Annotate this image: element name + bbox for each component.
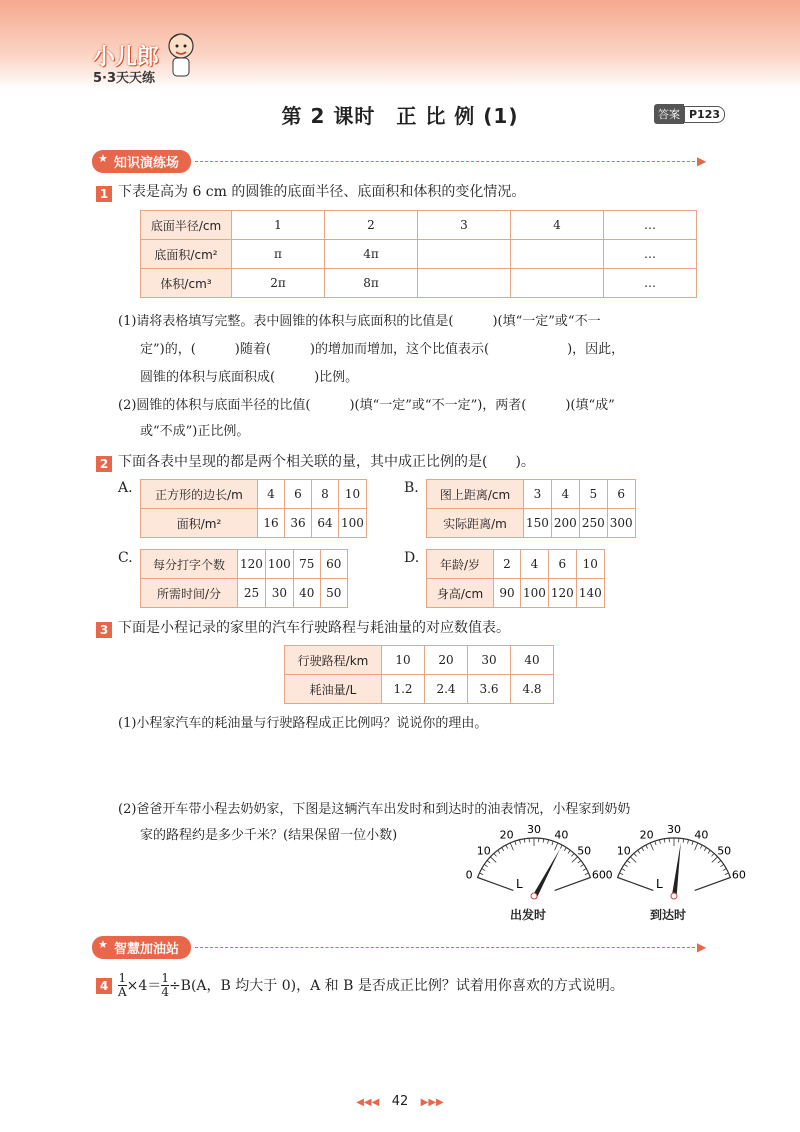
table-cell: 36: [285, 509, 312, 538]
gauge-tick: [548, 840, 549, 844]
option-a-letter[interactable]: A.: [118, 480, 133, 496]
gauge-tick: [578, 861, 581, 863]
next-arrows-icon: ▶▶▶: [420, 1097, 444, 1108]
table-cell: 10: [339, 480, 367, 509]
table-cell: 4: [511, 211, 604, 240]
gauge-tick-label: 60: [591, 868, 606, 882]
gauge-tick: [552, 841, 553, 845]
answer-page: P123: [684, 106, 725, 123]
table-cell: 60: [320, 550, 347, 579]
row-label: 身高/cm: [427, 579, 494, 608]
gauge-tick: [659, 840, 660, 844]
page-title: 第 2 课时 正 比 例 (1): [281, 104, 519, 128]
gauge-tick: [695, 843, 698, 850]
table-row: [141, 240, 697, 269]
table-cell: 5: [579, 480, 607, 509]
row-label: 耗油量/L: [285, 675, 382, 704]
table-row: [141, 269, 697, 298]
gauge-tick: [490, 857, 496, 862]
gauge-tick: [627, 861, 630, 863]
gauge-tick-label: 40: [554, 828, 569, 842]
table-cell[interactable]: [418, 269, 511, 298]
divider: [195, 161, 695, 162]
fraction-denominator: 4: [161, 985, 169, 999]
fraction-1-over-a: [118, 972, 127, 999]
gauge-tick: [634, 853, 637, 856]
table-cell: 64: [312, 509, 339, 538]
gauge-tick: [683, 839, 684, 843]
gauge-tick: [571, 853, 574, 856]
table-cell: 75: [293, 550, 320, 579]
table-cell: 25: [238, 579, 266, 608]
q1-part1-line1: (1)请将表格填写完整。表中圆锥的体积与底面积的比值是( )(填“一定”或“不一: [118, 314, 601, 329]
gauge-tick: [650, 843, 653, 850]
table-cell: 4: [258, 480, 285, 509]
option-b-letter[interactable]: B.: [404, 480, 419, 496]
arrow-right-icon: ▶: [697, 940, 707, 954]
table-cell: …: [604, 211, 697, 240]
table-cell: 300: [607, 509, 635, 538]
brand-subtitle: 5·3天天练: [93, 71, 156, 86]
table-cell: 100: [521, 579, 549, 608]
table-cell: 150: [524, 509, 552, 538]
section-title: ★ 智慧加油站: [92, 936, 191, 959]
gauge-tick: [484, 864, 487, 866]
row-label: 行驶路程/km: [285, 646, 382, 675]
gauge-tick: [624, 864, 627, 866]
gauge-tick: [524, 839, 525, 843]
gauge-tick: [555, 843, 558, 850]
gauge-tick: [664, 839, 665, 843]
q1-part1-line2: 定”)的，( )随着( )的增加而增加，这个比值表示( )，因此，: [140, 342, 625, 357]
table-cell: 10: [576, 550, 604, 579]
table-cell: 4: [521, 550, 549, 579]
gauge-tick: [583, 877, 591, 880]
option-b-table: [426, 479, 636, 538]
gauge-tick: [704, 847, 706, 850]
table-cell: 40: [293, 579, 320, 608]
gauge-tick-label: 20: [499, 828, 514, 842]
fraction-1-over-4: [161, 972, 169, 999]
gauge-tick-label: 0: [605, 868, 613, 882]
table-cell: 20: [425, 646, 468, 675]
gauge-unit-label: L: [656, 877, 663, 891]
table-row: [285, 646, 554, 675]
divider: [195, 947, 695, 948]
fraction-numerator: 1: [161, 971, 169, 985]
row-label: 年龄/岁: [427, 550, 494, 579]
gauge-tick: [723, 869, 726, 871]
table-cell: 100: [265, 550, 293, 579]
option-a-table: [140, 479, 367, 538]
question-text: ÷B(A，B 均大于 0)，A 和 B 是否成正比例？试着用你喜欢的方式说明。: [168, 977, 624, 994]
gauge-tick: [622, 869, 625, 871]
table-cell: 4.8: [511, 675, 554, 704]
answer-label: 答案: [654, 104, 684, 124]
gauge-tick: [494, 853, 497, 856]
row-label: 实际距离/m: [427, 509, 524, 538]
table-cell: 40: [511, 646, 554, 675]
gauge-tick: [519, 840, 520, 844]
mascot-icon: [163, 30, 199, 78]
gauge-tick-label: 30: [527, 823, 541, 836]
table-cell: 6: [285, 480, 312, 509]
gauge-tick: [560, 845, 562, 849]
table-cell: 4π: [325, 240, 418, 269]
fuel-table: [284, 645, 554, 704]
gauge-tick: [655, 841, 656, 845]
gauge-unit-label: L: [516, 877, 523, 891]
gauge-tick: [506, 845, 508, 849]
page-footer: [0, 1094, 800, 1109]
question-1: [96, 182, 525, 202]
answer-reference: [654, 104, 725, 124]
gauge-tick-label: 40: [694, 828, 709, 842]
table-cell[interactable]: [511, 269, 604, 298]
gauge-tick: [502, 847, 504, 850]
gauge-pivot: [671, 893, 677, 899]
gauge-tick: [564, 847, 566, 850]
gauge-tick-label: 60: [731, 868, 746, 882]
table-row: [427, 579, 605, 608]
question-text: 下面是小程记录的家里的汽车行驶路程与耗油量的对应数值表。: [118, 620, 510, 636]
gauge-tick-label: 10: [476, 844, 491, 858]
table-row: [141, 509, 367, 538]
option-c-table: [140, 549, 348, 608]
gauge-tick: [642, 847, 644, 850]
section-header-challenge: [92, 936, 706, 958]
gauge-tick: [692, 841, 693, 845]
gauge-tick: [543, 839, 544, 843]
table-cell: 50: [320, 579, 347, 608]
gauge-tick: [482, 869, 485, 871]
table-cell: …: [604, 269, 697, 298]
q3-part2-line2: 家的路程约是多少千米？(结果保留一位小数): [140, 828, 398, 843]
table-row: [285, 675, 554, 704]
question-text: 下面各表中呈现的都是两个相关联的量，其中成正比例的是( )。: [118, 454, 535, 470]
table-cell: 6: [607, 480, 635, 509]
gauge-tick: [619, 873, 623, 875]
option-c-letter[interactable]: C.: [118, 550, 133, 566]
gauge-tick: [708, 850, 710, 853]
gauge-tick: [725, 873, 729, 875]
gauge-tick: [568, 850, 570, 853]
gauge-tick: [718, 861, 721, 863]
row-label: 所需时间/分: [141, 579, 238, 608]
cone-table: [140, 210, 697, 298]
gauge-tick: [711, 853, 714, 856]
page-number: 42: [391, 1094, 409, 1109]
table-cell: 120: [548, 579, 576, 608]
gauge-tick: [720, 864, 723, 866]
gauge-tick: [478, 877, 486, 880]
q3-part1: (1)小程家汽车的耗油量与行驶路程成正比例吗？说说你的理由。: [118, 716, 488, 731]
table-row: [141, 480, 367, 509]
row-label: 正方形的边长/m: [141, 480, 258, 509]
gauge-tick: [585, 873, 589, 875]
table-cell: 2π: [232, 269, 325, 298]
fuel-gauge-arrival: [604, 822, 744, 902]
table-row: [427, 550, 605, 579]
question-4: [96, 972, 624, 999]
table-cell: 2: [325, 211, 418, 240]
table-cell: 16: [258, 509, 285, 538]
table-cell: 4: [551, 480, 579, 509]
q1-part1-line3: 圆锥的体积与底面积成( )比例。: [140, 370, 359, 385]
gauge-pivot: [531, 893, 537, 899]
gauge-needle: [532, 849, 560, 900]
table-cell: 3: [524, 480, 552, 509]
table-row: [141, 211, 697, 240]
gauge-tick: [487, 861, 490, 863]
gauge-tick: [510, 843, 513, 850]
row-label: 底面积/cm²: [141, 240, 232, 269]
gauge-tick-label: 0: [465, 868, 473, 882]
gauge-tick-label: 50: [717, 844, 732, 858]
gauge-needle: [672, 842, 681, 898]
question-number: 1: [96, 186, 112, 202]
gauge-tick-label: 50: [577, 844, 592, 858]
arrow-right-icon: ▶: [697, 154, 707, 168]
table-cell[interactable]: [511, 240, 604, 269]
equation-middle: ×4＝: [126, 977, 162, 994]
table-cell: 200: [551, 509, 579, 538]
table-cell: 30: [265, 579, 293, 608]
table-cell: 3: [418, 211, 511, 240]
question-3: [96, 618, 510, 638]
gauge-tick: [498, 850, 500, 853]
gauge-tick: [688, 840, 689, 844]
table-cell: 8: [312, 480, 339, 509]
gauge-tick: [618, 877, 626, 880]
table-cell[interactable]: [418, 240, 511, 269]
gauge-tick: [630, 857, 636, 862]
gauge-tick: [723, 877, 731, 880]
gauge-tick: [700, 845, 702, 849]
table-cell: 250: [579, 509, 607, 538]
section-header-practice: [92, 150, 706, 172]
prev-arrows-icon: ◀◀◀: [356, 1097, 380, 1108]
table-cell: 2: [494, 550, 521, 579]
table-cell: 10: [382, 646, 425, 675]
table-cell: 6: [548, 550, 576, 579]
table-cell: 1.2: [382, 675, 425, 704]
table-row: [427, 480, 636, 509]
fuel-gauge-departure: [464, 822, 604, 902]
gauge-tick: [583, 869, 586, 871]
option-d-letter[interactable]: D.: [404, 550, 420, 566]
table-cell: 2.4: [425, 675, 468, 704]
table-cell: 90: [494, 579, 521, 608]
gauge-tick-label: 20: [639, 828, 654, 842]
row-label: 图上距离/cm: [427, 480, 524, 509]
question-2: [96, 452, 535, 472]
gauge-tick: [515, 841, 516, 845]
table-cell: π: [232, 240, 325, 269]
q1-part2-line1: (2)圆锥的体积与底面半径的比值( )(填“一定”或“不一定”)，两者( )(填“成”: [118, 398, 615, 413]
table-cell: 1: [232, 211, 325, 240]
gauge-tick-label: 10: [616, 844, 631, 858]
q3-part2-line1: (2)爸爸开车带小程去奶奶家，下图是这辆汽车出发时和到达时的油表情况，小程家到奶奶: [118, 802, 631, 817]
gauge-caption-arrival: 到达时: [650, 908, 687, 922]
gauge-tick: [638, 850, 640, 853]
question-text: 下表是高为 6 cm 的圆锥的底面半径、底面积和体积的变化情况。: [118, 184, 526, 200]
row-label: 面积/m²: [141, 509, 258, 538]
q1-part2-line2: 或“不成”)正比例。: [140, 424, 250, 439]
table-row: [427, 509, 636, 538]
table-row: [141, 579, 348, 608]
gauge-tick: [646, 845, 648, 849]
row-label: 体积/cm³: [141, 269, 232, 298]
table-cell: 100: [339, 509, 367, 538]
table-cell: …: [604, 240, 697, 269]
gauge-caption-departure: 出发时: [510, 908, 547, 922]
row-label: 每分打字个数: [141, 550, 238, 579]
gauge-tick-label: 30: [667, 823, 681, 836]
table-cell: 8π: [325, 269, 418, 298]
table-row: [141, 550, 348, 579]
gauge-tick: [479, 873, 483, 875]
section-title: ★ 知识演练场: [92, 150, 191, 173]
fraction-denominator: A: [118, 985, 127, 999]
question-number: 4: [96, 978, 112, 994]
brand-logo: 小儿郎: [93, 45, 160, 70]
option-d-table: [426, 549, 605, 608]
row-label: 底面半径/cm: [141, 211, 232, 240]
table-cell: 140: [576, 579, 604, 608]
question-number: 2: [96, 456, 112, 472]
fraction-numerator: 1: [118, 971, 127, 985]
table-cell: 3.6: [468, 675, 511, 704]
gauge-tick: [580, 864, 583, 866]
table-cell: 120: [238, 550, 266, 579]
question-number: 3: [96, 622, 112, 638]
table-cell: 30: [468, 646, 511, 675]
